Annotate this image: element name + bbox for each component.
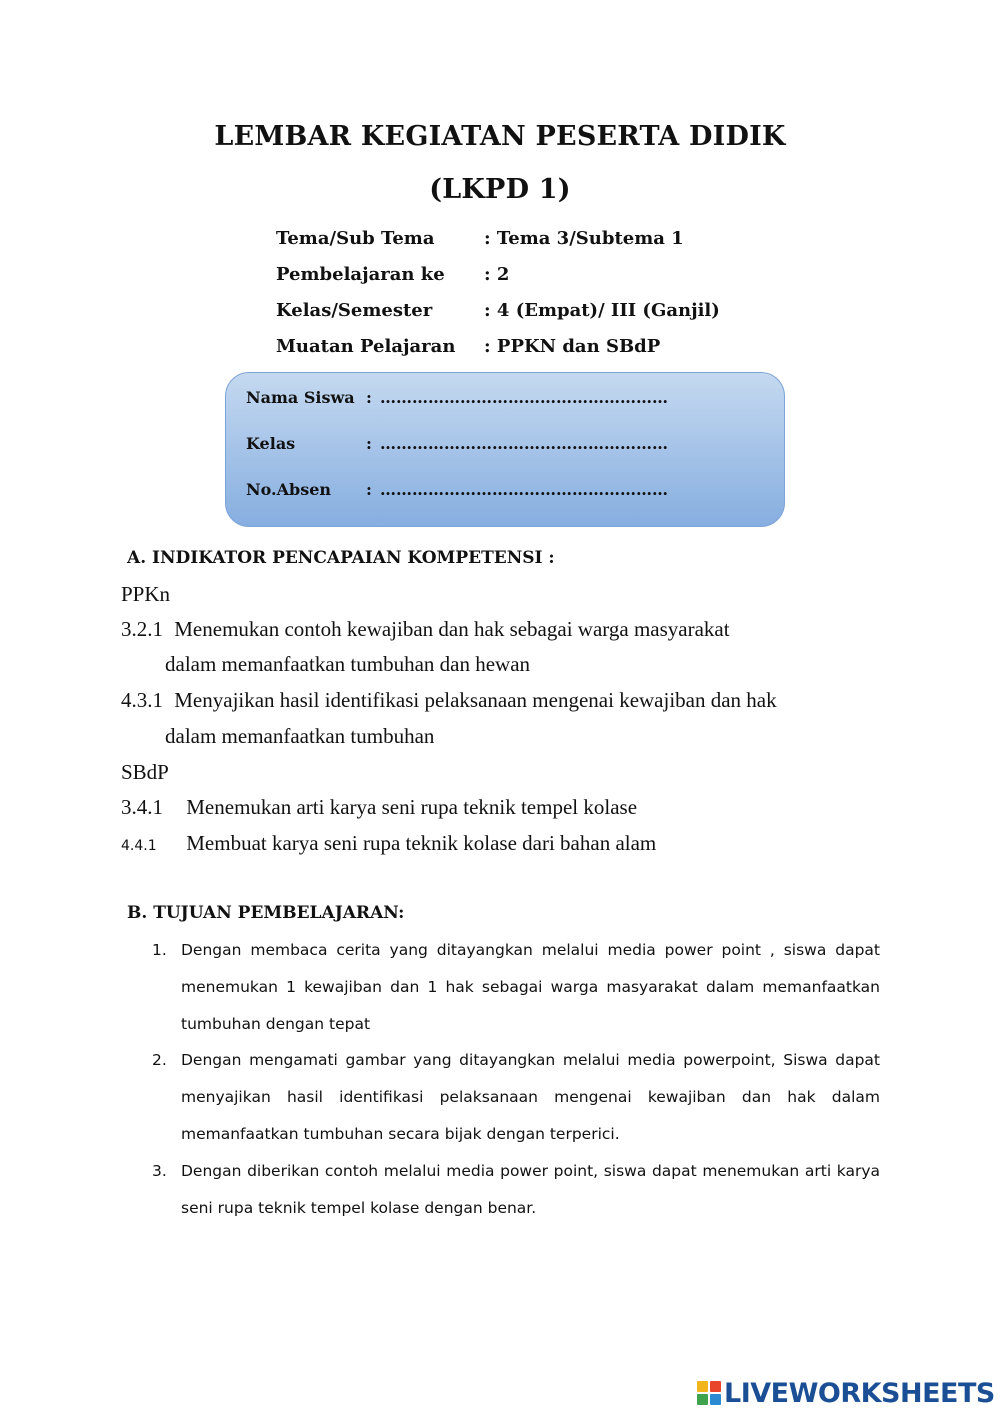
indicator-number: 4.4.1	[121, 838, 157, 854]
meta-table	[276, 225, 720, 369]
meta-row-muatan	[276, 333, 720, 369]
indicator-text: Membuat karya seni rupa teknik kolase dari bahan alam	[186, 831, 657, 855]
objective-text: Dengan mengamati gambar yang ditayangkan melalui media powerpoint, Siswa dapat menyajikan hasil identifikasi pelaksanaan mengenai kewajiban dan hak dalam memanfaatkan tumbuhan secara bijak dengan terperici.	[181, 1051, 880, 1143]
student-class-label: Kelas	[246, 434, 296, 453]
student-name-field[interactable]: ………………………………………………	[380, 388, 668, 407]
student-name-label: Nama Siswa	[246, 388, 355, 407]
meta-row-tema	[276, 225, 720, 261]
document-subtitle: (LKPD 1)	[429, 174, 571, 205]
logo-square	[697, 1394, 708, 1405]
logo-square	[710, 1394, 721, 1405]
logo-square	[697, 1381, 708, 1392]
liveworksheets-logo-icon	[697, 1381, 721, 1405]
colon: :	[366, 434, 372, 453]
indicator-text: Menemukan arti karya seni rupa teknik tempel kolase	[186, 795, 638, 819]
indicator-4-4-1	[121, 831, 656, 856]
student-identity-box	[225, 372, 785, 527]
meta-value: : PPKN dan SBdP	[484, 336, 661, 357]
section-b-heading: B. TUJUAN PEMBELAJARAN:	[127, 903, 405, 923]
meta-row-kelas-semester	[276, 297, 720, 333]
indicator-3-2-1-cont: dalam memanfaatkan tumbuhan dan hewan	[165, 652, 531, 676]
objective-item-1	[152, 932, 880, 1043]
meta-row-pembelajaran	[276, 261, 720, 297]
indicator-3-2-1	[121, 617, 730, 642]
student-absen-row	[246, 480, 668, 499]
objective-number: 3.	[152, 1162, 167, 1180]
student-absen-field[interactable]: ………………………………………………	[380, 480, 668, 499]
logo-square	[710, 1381, 721, 1392]
ppkn-label: PPKn	[121, 582, 171, 606]
meta-label: Muatan Pelajaran	[276, 336, 456, 357]
colon: :	[366, 480, 372, 499]
objective-text: Dengan diberikan contoh melalui media power point, siswa dapat menemukan arti karya seni rupa teknik tempel kolase dengan benar.	[181, 1162, 880, 1217]
section-a-heading: A. INDIKATOR PENCAPAIAN KOMPETENSI :	[127, 548, 555, 568]
liveworksheets-logo[interactable]	[697, 1375, 995, 1411]
indicator-number: 3.2.1	[121, 617, 163, 641]
colon: :	[366, 388, 372, 407]
document-title: LEMBAR KEGIATAN PESERTA DIDIK	[214, 121, 786, 152]
indicator-number: 4.3.1	[121, 688, 163, 712]
objective-item-2	[152, 1042, 880, 1153]
student-absen-label: No.Absen	[246, 480, 332, 499]
meta-value: : 4 (Empat)/ III (Ganjil)	[484, 300, 720, 321]
sbdp-label: SBdP	[121, 760, 169, 784]
indicator-3-4-1	[121, 795, 637, 820]
objective-item-3	[152, 1153, 880, 1227]
meta-value: : 2	[484, 264, 510, 285]
objective-number: 1.	[152, 941, 167, 959]
meta-value: : Tema 3/Subtema 1	[484, 228, 684, 249]
indicator-text: Menemukan contoh kewajiban dan hak sebagai warga masyarakat	[174, 617, 730, 641]
meta-label: Pembelajaran ke	[276, 264, 445, 285]
meta-label: Tema/Sub Tema	[276, 228, 435, 249]
objective-text: Dengan membaca cerita yang ditayangkan melalui media power point , siswa dapat menemukan 1 kewajiban dan 1 hak sebagai warga masyarakat dalam memanfaatkan tumbuhan dengan tepat	[181, 941, 880, 1033]
student-class-field[interactable]: ………………………………………………	[380, 434, 668, 453]
indicator-text: Menyajikan hasil identifikasi pelaksanaan mengenai kewajiban dan hak	[174, 688, 777, 712]
indicator-4-3-1-cont: dalam memanfaatkan tumbuhan	[165, 724, 435, 748]
student-class-row	[246, 434, 668, 453]
meta-label: Kelas/Semester	[276, 300, 433, 321]
student-name-row	[246, 388, 668, 407]
objective-number: 2.	[152, 1051, 167, 1069]
indicator-4-3-1	[121, 688, 777, 713]
indicator-number: 3.4.1	[121, 795, 163, 819]
logo-text: LIVEWORKSHEETS	[724, 1377, 995, 1409]
